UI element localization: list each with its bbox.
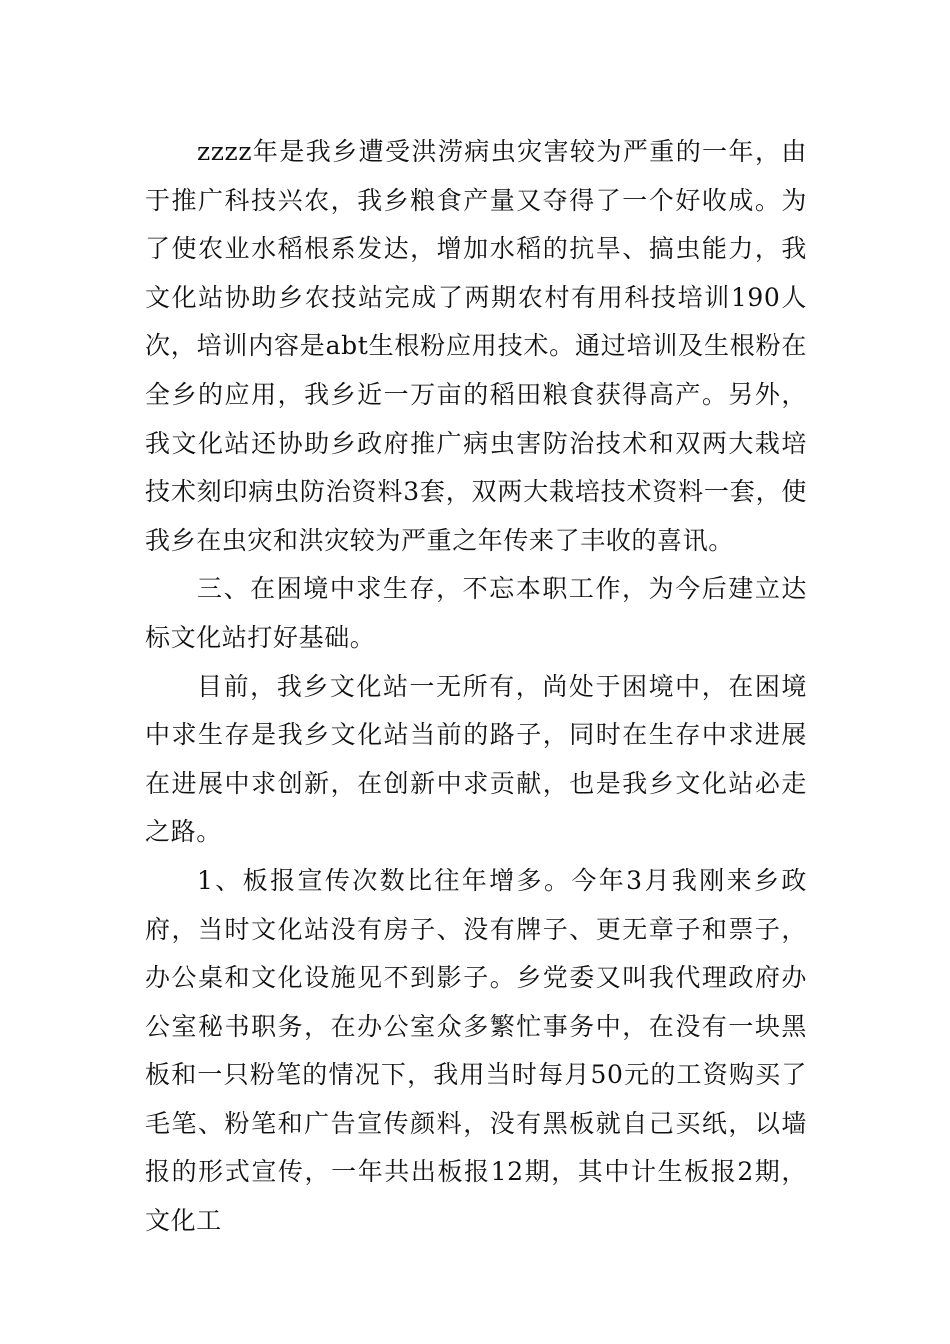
paragraph-flood-harvest: zzzz年是我乡遭受洪涝病虫灾害较为严重的一年，由于推广科技兴农，我乡粮食产量又夺得了一个好收成。为了使农业水稻根系发达，增加水稻的抗旱、搞虫能力，我文化站协助乡农技站完成了两期农村有用科技培训190人次，培训内容是abt生根粉应用技术。通过培训及生根粉在全乡的应用，我乡近一万亩的稻田粮食获得高产。另外，我文化站还协助乡政府推广病虫害防治技术和双两大栽培技术刻印病虫防治资料3套，双两大栽培技术资料一套，使我乡在虫灾和洪灾较为严重之年传来了丰收的喜讯。	[145, 137, 807, 555]
paragraph-section-three-heading: 三、在困境中求生存，不忘本职工作，为今后建立达标文化站打好基础。	[145, 574, 807, 652]
paragraph-current-situation: 目前，我乡文化站一无所有，尚处于困境中，在困境中求生存是我乡文化站当前的路子，同时在生存中求进展在进展中求创新，在创新中求贡献，也是我乡文化站必走之路。	[145, 671, 807, 847]
document-body	[145, 128, 807, 1246]
paragraph-blackboard-publicity: 1、板报宣传次数比往年增多。今年3月我刚来乡政府，当时文化站没有房子、没有牌子、更无章子和票子，办公桌和文化设施见不到影子。乡党委又叫我代理政府办公室秘书职务，在办公室众多繁忙事务中，在没有一块黑板和一只粉笔的情况下，我用当时每月50元的工资购买了毛笔、粉笔和广告宣传颜料，没有黑板就自己买纸，以墙报的形式宣传，一年共出板报12期，其中计生板报2期，文化工	[145, 865, 807, 1236]
